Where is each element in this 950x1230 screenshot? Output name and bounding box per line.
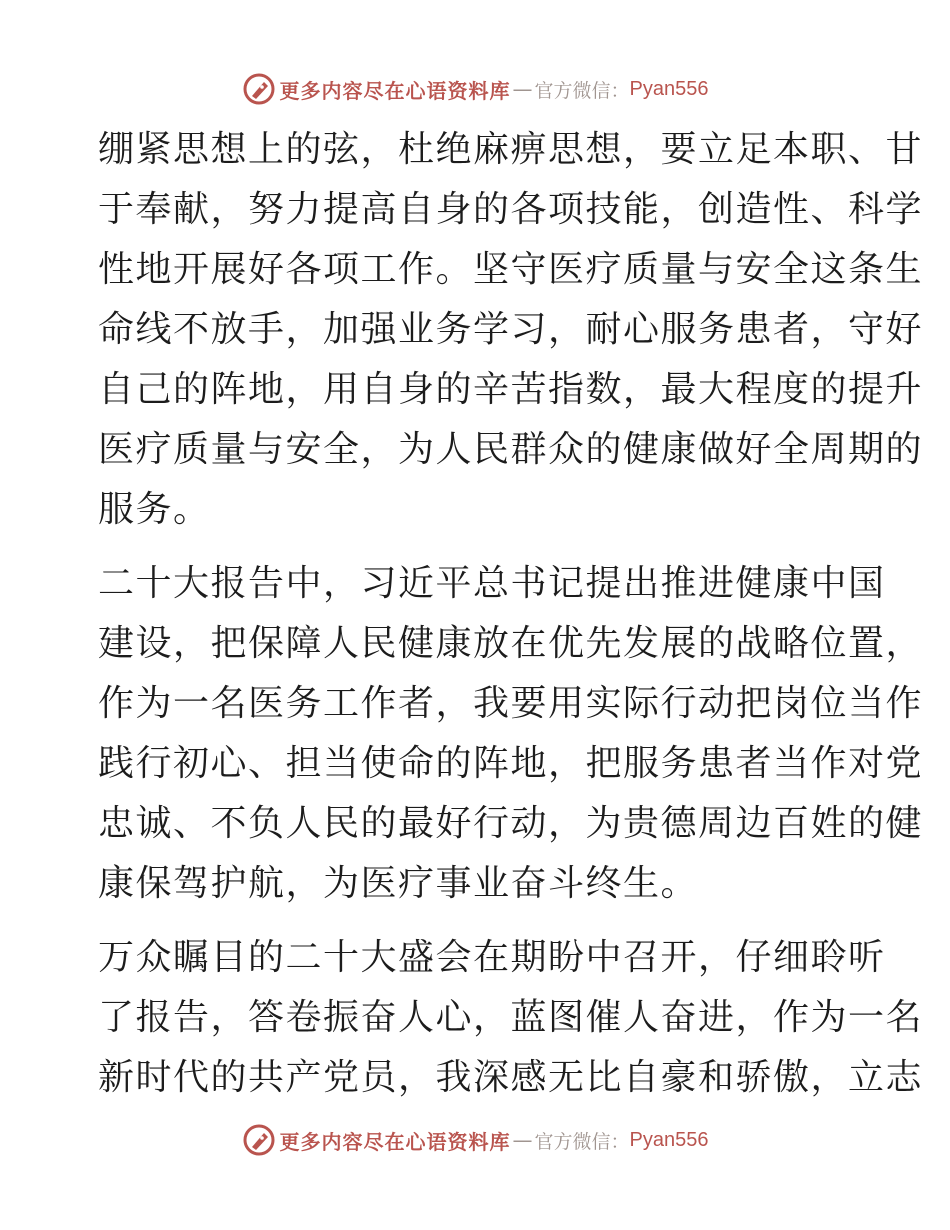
paragraph-1 — [98, 120, 924, 540]
text-line: 命线不放手，加强业务学习，耐心服务患者，守好 — [98, 309, 924, 350]
text-line: 了报告，答卷振奋人心，蓝图催人奋进，作为一名 — [98, 997, 924, 1038]
text-line: 绷紧思想上的弦，杜绝麻痹思想，要立足本职、甘 — [98, 129, 924, 170]
document-body — [98, 120, 924, 1122]
text-line: 自己的阵地，用自身的辛苦指数，最大程度的提升 — [98, 369, 924, 410]
pen-nib-logo-icon — [242, 72, 276, 106]
watermark-separator: — — [512, 1128, 533, 1152]
text-line: 康保驾护航，为医疗事业奋斗终生。 — [98, 863, 699, 904]
text-line: 新时代的共产党员，我深感无比自豪和骄傲，立志 — [98, 1057, 924, 1098]
text-line: 建设，把保障人民健康放在优先发展的战略位置， — [98, 623, 924, 664]
watermark-brand: 更多内容尽在心语资料库 — [279, 1129, 511, 1154]
watermark-wechat-label: 官方微信： — [534, 1130, 630, 1153]
footer-watermark — [0, 1123, 950, 1157]
text-line: 服务。 — [98, 489, 211, 530]
text-line: 二十大报告中，习近平总书记提出推进健康中国 — [98, 563, 886, 604]
text-line: 性地开展好各项工作。坚守医疗质量与安全这条生 — [98, 249, 924, 290]
watermark-wechat-id: Pyan556 — [629, 1128, 709, 1151]
watermark-wechat-id: Pyan556 — [629, 77, 709, 100]
text-line: 万众瞩目的二十大盛会在期盼中召开，仔细聆听 — [98, 937, 886, 978]
text-line: 践行初心、担当使命的阵地，把服务患者当作对党 — [98, 743, 924, 784]
watermark-brand: 更多内容尽在心语资料库 — [279, 78, 511, 103]
paragraph-2 — [98, 554, 924, 914]
text-line: 作为一名医务工作者，我要用实际行动把岗位当作 — [98, 683, 924, 724]
text-line: 忠诚、不负人民的最好行动，为贵德周边百姓的健 — [98, 803, 924, 844]
watermark-wechat-label: 官方微信： — [534, 79, 630, 102]
paragraph-3 — [98, 928, 924, 1108]
pen-nib-logo-icon — [242, 1123, 276, 1157]
watermark-separator: — — [512, 77, 533, 101]
text-line: 于奉献，努力提高自身的各项技能，创造性、科学 — [98, 189, 924, 230]
text-line: 医疗质量与安全，为人民群众的健康做好全周期的 — [98, 429, 924, 470]
header-watermark — [0, 72, 950, 106]
